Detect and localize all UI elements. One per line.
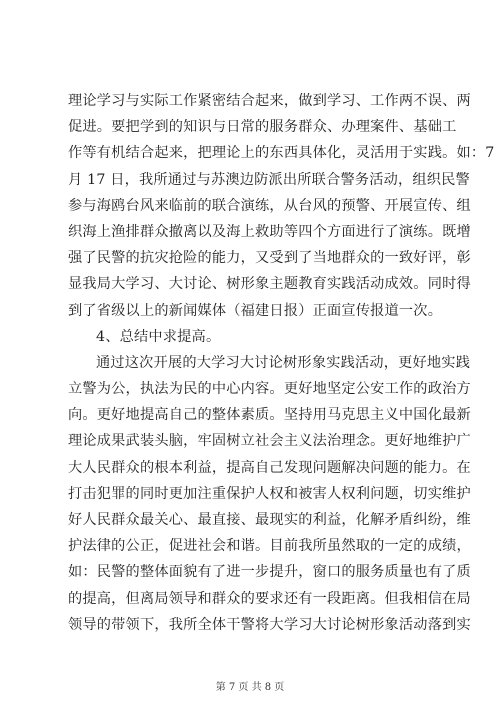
text-line: 月 17 日，我所通过与苏澳边防派出所联合警务活动，组织民警 xyxy=(68,171,470,188)
text-line: 强了民警的抗灾抢险的能力，又受到了当地群众的一致好评，彰 xyxy=(68,250,471,267)
text-line: 护法律的公正，促进社会和谐。目前我所虽然取的一定的成绩， xyxy=(68,538,471,555)
text-line: 到了省级以上的新闻媒体（福建日报）正面宣传报道一次。 xyxy=(68,302,443,319)
text-line: 理论学习与实际工作紧密结合起来，做到学习、工作两不误、两 xyxy=(68,93,471,109)
text-line: 促进。要把学到的知识与日常的服务群众、办理案件、基础工 xyxy=(68,119,457,136)
text-line: 参与海鸥台风来临前的联合演练，从台风的预警、开展宣传、组 xyxy=(68,197,471,214)
text-line: 立警为公，执法为民的中心内容。更好地坚定公安工作的政治方 xyxy=(68,381,471,398)
section-heading: 4、总结中求提高。 xyxy=(96,328,221,345)
page-number: 第 7 页 共 8 页 xyxy=(215,682,285,693)
text-line: 作等有机结合起来，把理论上的东西具体化，灵活用于实践。如：7 xyxy=(68,145,495,162)
text-line: 领导的带领下，我所全体干警将大学习大讨论树形象活动落到实 xyxy=(68,616,471,633)
text-line: 通过这次开展的大学习大讨论树形象实践活动，更好地实践 xyxy=(96,354,471,371)
text-line: 大人民群众的根本利益，提高自己发现问题解决问题的能力。在 xyxy=(68,459,471,476)
text-line: 向。更好地提高自己的整体素质。坚持用马克思主义中国化最新 xyxy=(68,407,471,424)
text-line: 打击犯罪的同时更加注重保护人权和被害人权利问题，切实维护 xyxy=(68,485,471,502)
document-body xyxy=(68,88,495,638)
text-line: 好人民群众最关心、最直接、最现实的利益，化解矛盾纠纷，维 xyxy=(68,512,471,528)
text-line: 显我局大学习、大讨论、树形象主题教育实践活动成效。同时得 xyxy=(68,276,471,293)
text-line: 织海上渔排群众撤离以及海上救助等四个方面进行了演练。既增 xyxy=(68,223,471,240)
text-line: 如：民警的整体面貌有了进一步提升，窗口的服务质量也有了质 xyxy=(68,564,471,581)
text-line: 的提高，但离局领导和群众的要求还有一段距离。但我相信在局 xyxy=(68,590,471,607)
text-line: 理论成果武装头脑，牢固树立社会主义法治理念。更好地维护广 xyxy=(68,433,471,450)
